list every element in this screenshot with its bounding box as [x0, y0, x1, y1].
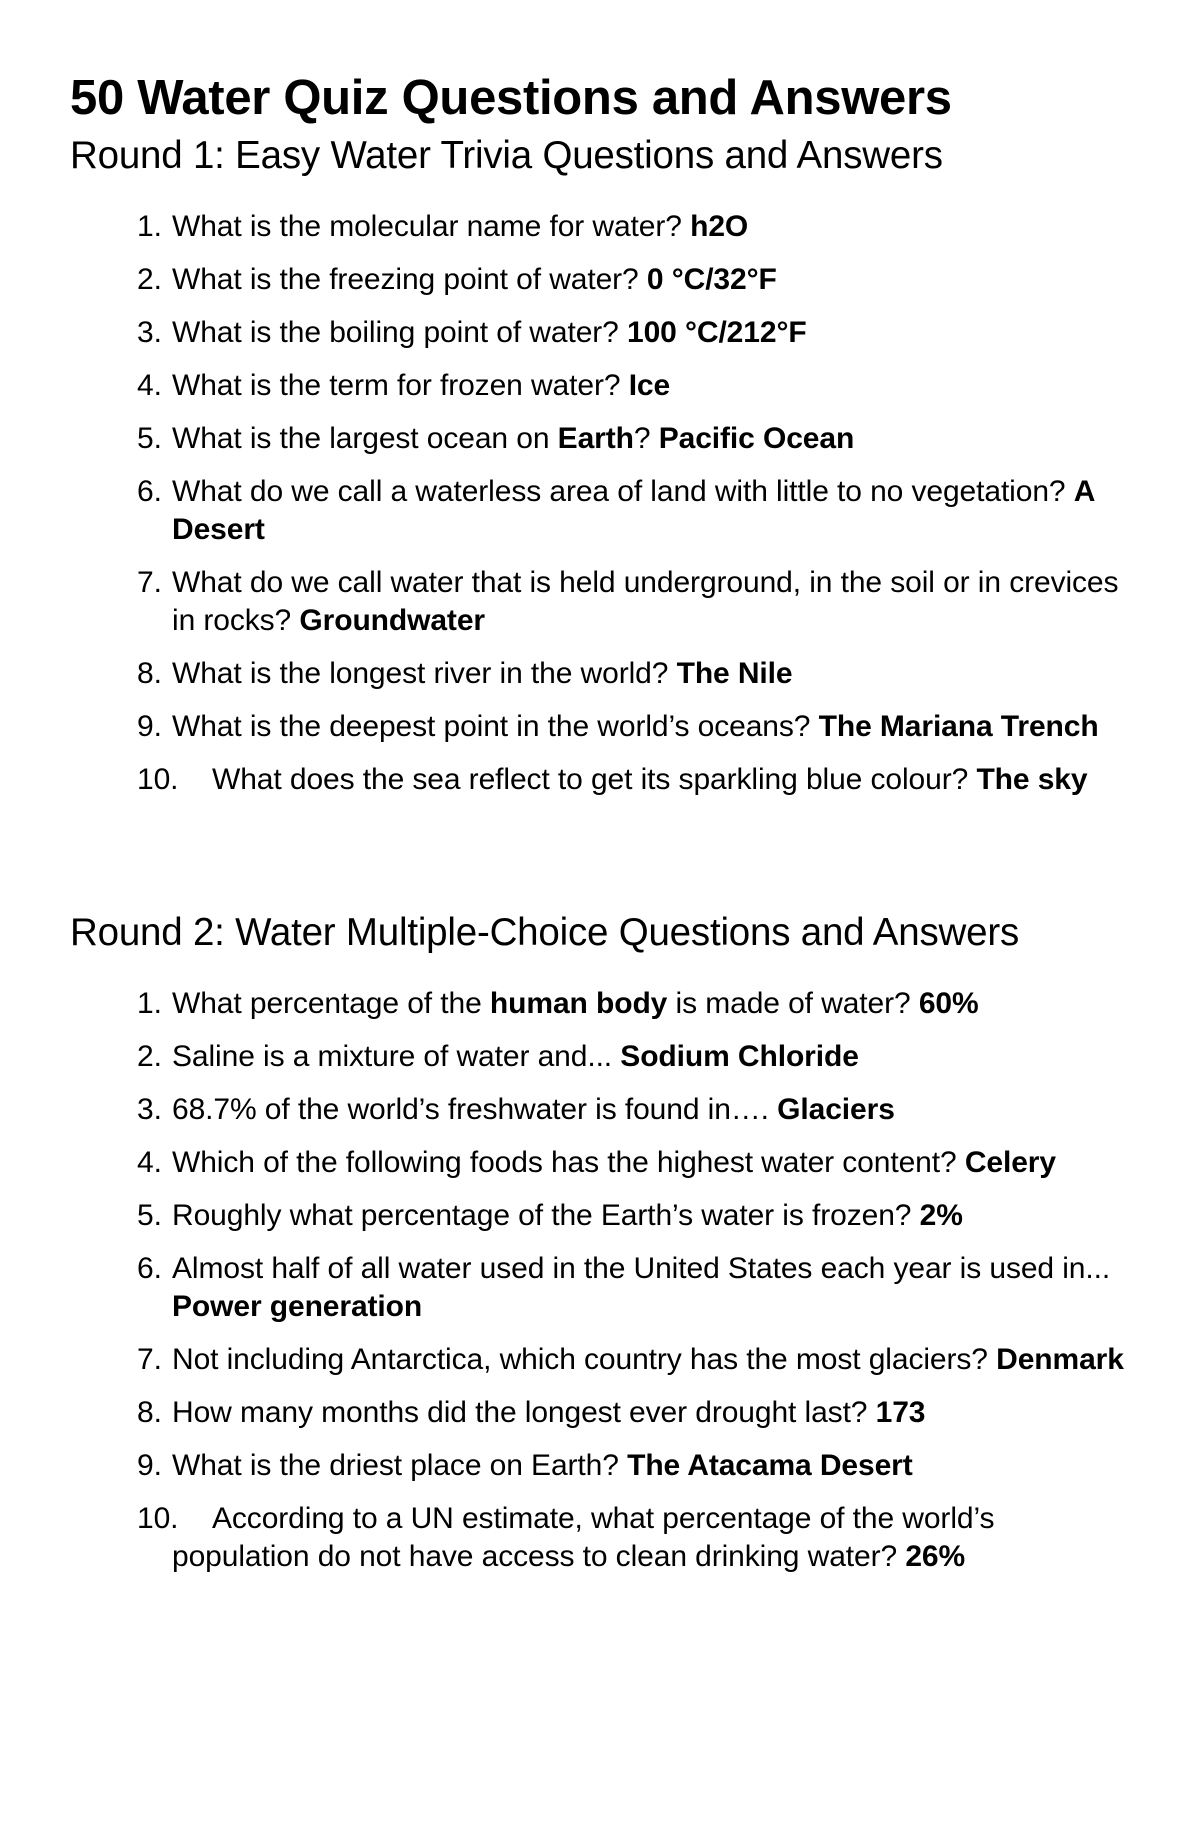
page-title: 50 Water Quiz Questions and Answers	[70, 71, 952, 125]
answer: Sodium Chloride	[620, 1040, 859, 1073]
question-number: 7.	[137, 566, 162, 599]
round2-question-1	[70, 985, 1140, 1023]
question-text: Almost half of all water used in the United States each year is used in...	[172, 1252, 1111, 1285]
answer: The Nile	[676, 657, 793, 690]
answer: The Mariana Trench	[818, 710, 1099, 743]
question-text: What is the freezing point of water?	[172, 263, 639, 296]
round1-question-2	[70, 261, 1140, 299]
answer: Celery	[964, 1146, 1056, 1179]
question-number: 5.	[137, 1199, 162, 1232]
question-number: 6.	[137, 475, 162, 508]
round1-question-1	[70, 208, 1140, 246]
question-text: What is the term for frozen water?	[172, 369, 621, 402]
round2-question-8	[70, 1394, 1140, 1432]
question-number: 5.	[137, 422, 162, 455]
round1-question-7	[70, 564, 1140, 640]
question-number: 4.	[137, 369, 162, 402]
question-text: What do we call a waterless area of land with little to no vegetation?	[172, 475, 1066, 508]
answer: 2%	[919, 1199, 963, 1232]
round1-question-list	[70, 208, 1140, 799]
question-text: Not including Antarctica, which country has the most glaciers?	[172, 1343, 988, 1376]
question-text: is made of water?	[675, 987, 911, 1020]
question-text: What percentage of the	[172, 987, 482, 1020]
answer: The sky	[976, 763, 1088, 796]
question-number: 2.	[137, 1040, 162, 1073]
question-number: 4.	[137, 1146, 162, 1179]
answer: The Atacama Desert	[627, 1449, 913, 1482]
question-number: 6.	[137, 1252, 162, 1285]
round1-question-6	[70, 473, 1140, 549]
question-text: What is the boiling point of water?	[172, 316, 619, 349]
answer: A Desert	[172, 475, 1095, 546]
question-number: 9.	[137, 710, 162, 743]
answer: Power generation	[172, 1290, 423, 1323]
answer: h2O	[690, 210, 749, 243]
question-text: What do we call water that is held underground, in the soil or in crevices in rocks?	[172, 566, 1119, 637]
question-number: 3.	[137, 316, 162, 349]
round2-question-6	[70, 1250, 1140, 1326]
round1-question-3	[70, 314, 1140, 352]
question-text: Earth	[557, 422, 634, 455]
answer: 0 °C/32°F	[646, 263, 777, 296]
round1-heading: Round 1: Easy Water Trivia Questions and Answers	[70, 134, 943, 177]
question-text: What does the sea reflect to get its sparkling blue colour?	[212, 763, 969, 796]
question-number: 7.	[137, 1343, 162, 1376]
question-text: Which of the following foods has the highest water content?	[172, 1146, 957, 1179]
answer: 60%	[918, 987, 979, 1020]
question-number: 1.	[137, 987, 162, 1020]
question-text: ?	[633, 422, 651, 455]
round2-heading: Round 2: Water Multiple-Choice Questions and Answers	[70, 911, 1019, 954]
round2-question-list	[70, 985, 1140, 1576]
question-number: 8.	[137, 1396, 162, 1429]
round2-question-5	[70, 1197, 1140, 1235]
question-number: 10.	[137, 1502, 179, 1535]
document-page	[70, 68, 1140, 1591]
round1-question-9	[70, 708, 1140, 746]
question-text: What is the deepest point in the world’s oceans?	[172, 710, 811, 743]
question-text: Roughly what percentage of the Earth’s water is frozen?	[172, 1199, 912, 1232]
round1-question-4	[70, 367, 1140, 405]
question-text: What is the largest ocean on	[172, 422, 550, 455]
question-number: 9.	[137, 1449, 162, 1482]
round2-question-7	[70, 1341, 1140, 1379]
answer: Pacific Ocean	[658, 422, 855, 455]
round2-question-9	[70, 1447, 1140, 1485]
answer: 26%	[905, 1540, 966, 1573]
answer: 100 °C/212°F	[627, 316, 807, 349]
question-number: 2.	[137, 263, 162, 296]
question-text: What is the driest place on Earth?	[172, 1449, 619, 1482]
question-number: 10.	[137, 763, 179, 796]
answer: Groundwater	[299, 604, 485, 637]
answer: Glaciers	[777, 1093, 895, 1126]
question-text: According to a UN estimate, what percentage of the world’s population do not have access to clean drinking water?	[172, 1502, 995, 1573]
answer: 173	[875, 1396, 926, 1429]
round1-question-10	[70, 761, 1140, 799]
round2-question-10	[70, 1500, 1140, 1576]
round2-question-4	[70, 1144, 1140, 1182]
round2-question-2	[70, 1038, 1140, 1076]
round1-question-5	[70, 420, 1140, 458]
question-text: What is the molecular name for water?	[172, 210, 682, 243]
answer: Ice	[628, 369, 671, 402]
question-number: 3.	[137, 1093, 162, 1126]
question-number: 8.	[137, 657, 162, 690]
question-number: 1.	[137, 210, 162, 243]
round2-question-3	[70, 1091, 1140, 1129]
round1-question-8	[70, 655, 1140, 693]
question-text: What is the longest river in the world?	[172, 657, 669, 690]
question-text: How many months did the longest ever drought last?	[172, 1396, 868, 1429]
question-text: 68.7% of the world’s freshwater is found in….	[172, 1093, 769, 1126]
answer: Denmark	[996, 1343, 1124, 1376]
question-text: Saline is a mixture of water and...	[172, 1040, 613, 1073]
question-text: human body	[489, 987, 668, 1020]
